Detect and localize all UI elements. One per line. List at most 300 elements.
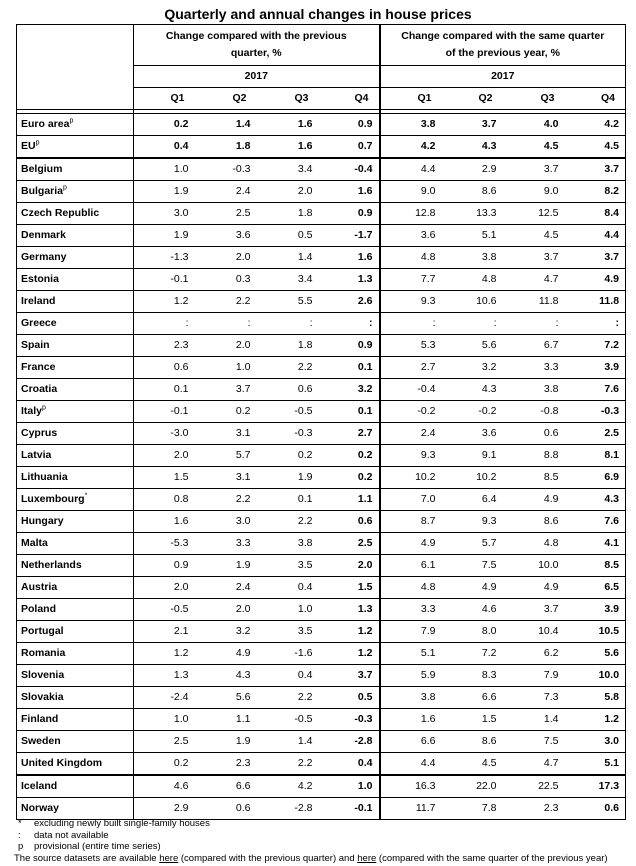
cell-yoy-q4: 6.9 — [565, 467, 626, 489]
cell-yoy-q1: 9.0 — [380, 181, 442, 203]
cell-qoq-q1: 3.0 — [134, 203, 195, 225]
country-name — [17, 269, 134, 291]
cell-qoq-q4: 1.2 — [319, 621, 380, 643]
cell-yoy-q3: 0.6 — [503, 423, 565, 445]
cell-qoq-q2: 2.0 — [195, 335, 257, 357]
cell-qoq-q1: -0.1 — [134, 401, 195, 423]
cell-qoq-q2: 3.1 — [195, 467, 257, 489]
cell-yoy-q1: 4.2 — [380, 136, 442, 159]
table-row — [17, 687, 626, 709]
cell-yoy-q2: 6.4 — [442, 489, 503, 511]
cell-yoy-q2: 2.9 — [442, 158, 503, 181]
cell-yoy-q1: 8.7 — [380, 511, 442, 533]
cell-yoy-q3: 1.4 — [503, 709, 565, 731]
cell-qoq-q1: -2.4 — [134, 687, 195, 709]
country-label: Latvia — [21, 449, 52, 461]
footnote-list — [18, 818, 608, 853]
table-row — [17, 313, 626, 335]
country-label: Poland — [21, 603, 57, 615]
cell-yoy-q3: 4.7 — [503, 753, 565, 776]
cell-yoy-q2: : — [442, 313, 503, 335]
cell-yoy-q4: 8.4 — [565, 203, 626, 225]
cell-qoq-q4: : — [319, 313, 380, 335]
table-row — [17, 577, 626, 599]
cell-qoq-q1: 1.9 — [134, 181, 195, 203]
cell-yoy-q3: 9.0 — [503, 181, 565, 203]
cell-qoq-q3: 0.4 — [257, 577, 319, 599]
cell-qoq-q2: 3.1 — [195, 423, 257, 445]
cell-qoq-q4: 0.9 — [319, 114, 380, 136]
country-label: Portugal — [21, 625, 64, 637]
country-label: Slovenia — [21, 669, 65, 681]
cell-qoq-q2: 2.3 — [195, 753, 257, 776]
cell-qoq-q3: 5.5 — [257, 291, 319, 313]
cell-qoq-q4: 0.5 — [319, 687, 380, 709]
table-row — [17, 775, 626, 798]
cell-qoq-q4: 1.5 — [319, 577, 380, 599]
cell-yoy-q4: 3.7 — [565, 247, 626, 269]
table-row — [17, 136, 626, 159]
header-quarter-yoy-q4: Q4 — [565, 88, 626, 110]
source-suffix: (compared with the same quarter of the previous year) — [376, 852, 608, 864]
cell-yoy-q4: 11.8 — [565, 291, 626, 313]
country-flag: p — [42, 404, 46, 412]
cell-qoq-q1: 0.1 — [134, 379, 195, 401]
cell-yoy-q3: 7.5 — [503, 731, 565, 753]
country-name — [17, 665, 134, 687]
cell-qoq-q1: -5.3 — [134, 533, 195, 555]
table-row — [17, 753, 626, 776]
cell-yoy-q2: 9.3 — [442, 511, 503, 533]
cell-qoq-q4: -0.1 — [319, 798, 380, 820]
cell-yoy-q4: 10.0 — [565, 665, 626, 687]
cell-qoq-q2: 5.7 — [195, 445, 257, 467]
cell-yoy-q4: 8.5 — [565, 555, 626, 577]
cell-qoq-q3: 2.0 — [257, 181, 319, 203]
country-label: Denmark — [21, 229, 66, 241]
cell-yoy-q1: 3.3 — [380, 599, 442, 621]
table-row — [17, 599, 626, 621]
cell-qoq-q3: 1.8 — [257, 335, 319, 357]
cell-qoq-q1: 2.0 — [134, 445, 195, 467]
cell-yoy-q2: 9.1 — [442, 445, 503, 467]
table-row — [17, 467, 626, 489]
cell-qoq-q4: 2.7 — [319, 423, 380, 445]
cell-qoq-q1: 1.2 — [134, 291, 195, 313]
page-title: Quarterly and annual changes in house prices — [164, 6, 472, 22]
cell-yoy-q3: 3.7 — [503, 599, 565, 621]
cell-qoq-q2: : — [195, 313, 257, 335]
cell-qoq-q3: 0.1 — [257, 489, 319, 511]
country-label: Sweden — [21, 735, 61, 747]
table-row — [17, 357, 626, 379]
country-name — [17, 247, 134, 269]
cell-yoy-q2: 22.0 — [442, 775, 503, 798]
table-row — [17, 114, 626, 136]
country-name — [17, 335, 134, 357]
cell-yoy-q2: 5.6 — [442, 335, 503, 357]
table-row — [17, 798, 626, 820]
cell-qoq-q2: 3.7 — [195, 379, 257, 401]
cell-yoy-q1: 2.7 — [380, 357, 442, 379]
cell-yoy-q2: 7.8 — [442, 798, 503, 820]
cell-yoy-q3: 4.0 — [503, 114, 565, 136]
cell-qoq-q1: -0.1 — [134, 269, 195, 291]
cell-yoy-q4: 3.9 — [565, 599, 626, 621]
cell-qoq-q2: 2.2 — [195, 291, 257, 313]
country-name — [17, 709, 134, 731]
cell-yoy-q3: 8.8 — [503, 445, 565, 467]
header-year-left: 2017 — [134, 66, 380, 88]
table-row — [17, 335, 626, 357]
cell-qoq-q2: 3.2 — [195, 621, 257, 643]
country-label: France — [21, 361, 56, 373]
cell-qoq-q3: 1.4 — [257, 247, 319, 269]
footnote-text: excluding newly built single-family houses — [34, 818, 210, 829]
cell-qoq-q1: -0.5 — [134, 599, 195, 621]
cell-yoy-q2: 13.3 — [442, 203, 503, 225]
country-name — [17, 753, 134, 776]
country-label: Finland — [21, 713, 59, 725]
cell-qoq-q2: 3.0 — [195, 511, 257, 533]
cell-yoy-q3: 4.5 — [503, 136, 565, 159]
cell-qoq-q4: 0.9 — [319, 335, 380, 357]
cell-yoy-q3: 12.5 — [503, 203, 565, 225]
country-label: Ireland — [21, 295, 56, 307]
cell-yoy-q4: : — [565, 313, 626, 335]
table-row — [17, 181, 626, 203]
cell-yoy-q1: 3.8 — [380, 114, 442, 136]
cell-qoq-q2: -0.3 — [195, 158, 257, 181]
header-group-previous-quarter: Change compared with the previous quarter, % — [134, 25, 380, 66]
cell-qoq-q3: 0.4 — [257, 665, 319, 687]
cell-yoy-q4: 7.6 — [565, 511, 626, 533]
country-label: Slovakia — [21, 691, 64, 703]
cell-qoq-q3: -0.5 — [257, 709, 319, 731]
cell-yoy-q1: 4.9 — [380, 533, 442, 555]
cell-qoq-q3: -1.6 — [257, 643, 319, 665]
source-prefix: The source datasets are available — [14, 852, 160, 864]
table-row — [17, 269, 626, 291]
cell-yoy-q3: 4.7 — [503, 269, 565, 291]
cell-qoq-q4: 1.1 — [319, 489, 380, 511]
cell-qoq-q1: -1.3 — [134, 247, 195, 269]
cell-yoy-q4: 4.2 — [565, 114, 626, 136]
cell-yoy-q1: 3.8 — [380, 687, 442, 709]
table-row — [17, 665, 626, 687]
cell-yoy-q3: 8.6 — [503, 511, 565, 533]
cell-yoy-q4: 17.3 — [565, 775, 626, 798]
country-name — [17, 643, 134, 665]
cell-yoy-q3: 4.9 — [503, 489, 565, 511]
cell-yoy-q2: 4.9 — [442, 577, 503, 599]
country-label: EU — [21, 140, 36, 152]
cell-yoy-q1: 4.8 — [380, 577, 442, 599]
cell-yoy-q1: 9.3 — [380, 445, 442, 467]
cell-qoq-q2: 1.9 — [195, 731, 257, 753]
country-name — [17, 401, 134, 423]
cell-qoq-q1: 0.2 — [134, 114, 195, 136]
header-corner — [17, 66, 134, 88]
country-label: Norway — [21, 802, 59, 814]
cell-qoq-q2: 0.3 — [195, 269, 257, 291]
cell-qoq-q2: 2.0 — [195, 599, 257, 621]
table-row — [17, 643, 626, 665]
table-row — [17, 489, 626, 511]
country-name — [17, 114, 134, 136]
header-quarter-yoy-q1: Q1 — [380, 88, 442, 110]
cell-yoy-q4: 5.6 — [565, 643, 626, 665]
country-label: Germany — [21, 251, 67, 263]
country-name — [17, 357, 134, 379]
cell-yoy-q3: 2.3 — [503, 798, 565, 820]
cell-yoy-q2: 3.7 — [442, 114, 503, 136]
country-flag: p — [69, 117, 74, 125]
cell-yoy-q2: 3.8 — [442, 247, 503, 269]
cell-yoy-q2: 3.6 — [442, 423, 503, 445]
cell-yoy-q4: 5.1 — [565, 753, 626, 776]
cell-yoy-q2: 4.3 — [442, 136, 503, 159]
cell-qoq-q3: 1.6 — [257, 136, 319, 159]
cell-qoq-q1: 1.0 — [134, 709, 195, 731]
cell-qoq-q3: 3.4 — [257, 158, 319, 181]
header-year-right: 2017 — [380, 66, 626, 88]
country-name — [17, 555, 134, 577]
table-row — [17, 511, 626, 533]
cell-yoy-q1: 5.3 — [380, 335, 442, 357]
cell-yoy-q4: 7.2 — [565, 335, 626, 357]
cell-yoy-q1: 10.2 — [380, 467, 442, 489]
source-link-previous-quarter[interactable]: here — [159, 852, 179, 864]
table-row — [17, 291, 626, 313]
cell-yoy-q4: 3.7 — [565, 158, 626, 181]
country-name — [17, 577, 134, 599]
cell-yoy-q2: 6.6 — [442, 687, 503, 709]
cell-yoy-q2: 1.5 — [442, 709, 503, 731]
table-row — [17, 445, 626, 467]
cell-yoy-q3: 10.0 — [503, 555, 565, 577]
country-label: Iceland — [21, 780, 58, 792]
table-row — [17, 379, 626, 401]
country-label: United Kingdom — [21, 757, 103, 769]
country-label: Hungary — [21, 515, 64, 527]
cell-yoy-q2: -0.2 — [442, 401, 503, 423]
cell-qoq-q4: -0.3 — [319, 709, 380, 731]
header-quarter-qoq-q4: Q4 — [319, 88, 380, 110]
cell-qoq-q4: 2.5 — [319, 533, 380, 555]
cell-yoy-q1: -0.4 — [380, 379, 442, 401]
cell-qoq-q4: 2.6 — [319, 291, 380, 313]
cell-qoq-q4: -1.7 — [319, 225, 380, 247]
country-label: Spain — [21, 339, 50, 351]
cell-yoy-q2: 10.6 — [442, 291, 503, 313]
cell-qoq-q4: 1.3 — [319, 599, 380, 621]
cell-qoq-q4: 0.1 — [319, 401, 380, 423]
cell-qoq-q2: 5.6 — [195, 687, 257, 709]
country-label: Romania — [21, 647, 66, 659]
cell-qoq-q3: 1.0 — [257, 599, 319, 621]
cell-qoq-q1: 2.0 — [134, 577, 195, 599]
cell-yoy-q1: 4.8 — [380, 247, 442, 269]
cell-qoq-q4: 0.1 — [319, 357, 380, 379]
cell-yoy-q4: 1.2 — [565, 709, 626, 731]
cell-yoy-q3: 8.5 — [503, 467, 565, 489]
cell-yoy-q2: 8.3 — [442, 665, 503, 687]
cell-yoy-q3: 6.7 — [503, 335, 565, 357]
footnote — [18, 841, 608, 853]
cell-yoy-q4: -0.3 — [565, 401, 626, 423]
cell-qoq-q3: -0.5 — [257, 401, 319, 423]
cell-yoy-q1: 16.3 — [380, 775, 442, 798]
cell-yoy-q1: 7.9 — [380, 621, 442, 643]
footnote-symbol: * — [18, 818, 22, 829]
cell-qoq-q1: : — [134, 313, 195, 335]
table-header — [17, 25, 626, 110]
footnote-text: provisional (entire time series) — [34, 841, 161, 852]
country-name — [17, 489, 134, 511]
table-row — [17, 555, 626, 577]
cell-yoy-q1: 2.4 — [380, 423, 442, 445]
country-label: Euro area — [21, 118, 70, 130]
cell-qoq-q3: : — [257, 313, 319, 335]
cell-yoy-q1: 1.6 — [380, 709, 442, 731]
cell-yoy-q2: 8.6 — [442, 731, 503, 753]
country-label: Cyprus — [21, 427, 58, 439]
cell-qoq-q4: 2.0 — [319, 555, 380, 577]
country-label: Estonia — [21, 273, 59, 285]
source-link-previous-year[interactable]: here — [357, 852, 377, 864]
cell-yoy-q3: 3.3 — [503, 357, 565, 379]
cell-qoq-q4: 1.3 — [319, 269, 380, 291]
header-quarter-qoq-q1: Q1 — [134, 88, 195, 110]
country-label: Netherlands — [21, 559, 82, 571]
country-name — [17, 687, 134, 709]
cell-qoq-q3: 2.2 — [257, 357, 319, 379]
cell-yoy-q1: : — [380, 313, 442, 335]
cell-yoy-q1: 4.4 — [380, 753, 442, 776]
cell-qoq-q3: 3.5 — [257, 621, 319, 643]
cell-qoq-q4: 0.4 — [319, 753, 380, 776]
cell-qoq-q3: 0.6 — [257, 379, 319, 401]
country-name — [17, 599, 134, 621]
cell-qoq-q2: 3.6 — [195, 225, 257, 247]
cell-yoy-q1: 12.8 — [380, 203, 442, 225]
country-label: Belgium — [21, 163, 63, 175]
cell-yoy-q2: 8.6 — [442, 181, 503, 203]
cell-yoy-q4: 3.0 — [565, 731, 626, 753]
cell-qoq-q2: 1.9 — [195, 555, 257, 577]
cell-qoq-q2: 1.4 — [195, 114, 257, 136]
table-body — [17, 110, 626, 820]
cell-qoq-q2: 4.3 — [195, 665, 257, 687]
cell-qoq-q4: 1.2 — [319, 643, 380, 665]
footnote-symbol: : — [18, 829, 21, 841]
country-label: Italy — [21, 405, 43, 417]
cell-yoy-q4: 4.3 — [565, 489, 626, 511]
table-row — [17, 158, 626, 181]
cell-yoy-q4: 4.4 — [565, 225, 626, 247]
cell-qoq-q4: 3.7 — [319, 665, 380, 687]
cell-qoq-q3: 3.8 — [257, 533, 319, 555]
cell-qoq-q4: 0.7 — [319, 136, 380, 159]
source-note — [14, 853, 608, 865]
cell-yoy-q3: 7.9 — [503, 665, 565, 687]
country-name — [17, 445, 134, 467]
cell-qoq-q1: 0.6 — [134, 357, 195, 379]
cell-qoq-q1: 0.4 — [134, 136, 195, 159]
country-name — [17, 467, 134, 489]
cell-yoy-q2: 7.2 — [442, 643, 503, 665]
cell-yoy-q3: 10.4 — [503, 621, 565, 643]
cell-yoy-q1: 3.6 — [380, 225, 442, 247]
cell-yoy-q3: 4.5 — [503, 225, 565, 247]
cell-yoy-q2: 4.6 — [442, 599, 503, 621]
cell-yoy-q4: 5.8 — [565, 687, 626, 709]
cell-yoy-q1: 6.6 — [380, 731, 442, 753]
cell-yoy-q1: -0.2 — [380, 401, 442, 423]
country-name — [17, 379, 134, 401]
header-corner — [17, 88, 134, 110]
cell-yoy-q1: 4.4 — [380, 158, 442, 181]
cell-yoy-q3: 4.9 — [503, 577, 565, 599]
cell-yoy-q3: 3.7 — [503, 158, 565, 181]
country-name — [17, 181, 134, 203]
cell-qoq-q2: 0.2 — [195, 401, 257, 423]
cell-qoq-q3: -0.3 — [257, 423, 319, 445]
footnotes — [14, 818, 608, 864]
cell-qoq-q1: 2.3 — [134, 335, 195, 357]
cell-yoy-q3: 4.8 — [503, 533, 565, 555]
cell-yoy-q3: 6.2 — [503, 643, 565, 665]
cell-yoy-q3: : — [503, 313, 565, 335]
cell-qoq-q1: 1.6 — [134, 511, 195, 533]
header-quarter-qoq-q2: Q2 — [195, 88, 257, 110]
cell-qoq-q1: 2.9 — [134, 798, 195, 820]
country-name — [17, 731, 134, 753]
cell-yoy-q4: 8.1 — [565, 445, 626, 467]
cell-qoq-q1: 4.6 — [134, 775, 195, 798]
cell-qoq-q3: 2.2 — [257, 753, 319, 776]
cell-yoy-q4: 3.9 — [565, 357, 626, 379]
country-label: Austria — [21, 581, 58, 593]
footnote — [18, 818, 608, 830]
house-prices-table — [16, 24, 626, 820]
cell-qoq-q1: 0.9 — [134, 555, 195, 577]
cell-yoy-q4: 8.2 — [565, 181, 626, 203]
table-row — [17, 731, 626, 753]
country-label: Luxembourg — [21, 493, 85, 505]
cell-qoq-q3: 1.9 — [257, 467, 319, 489]
cell-yoy-q2: 4.5 — [442, 753, 503, 776]
cell-qoq-q2: 2.5 — [195, 203, 257, 225]
country-flag: p — [35, 139, 40, 147]
cell-yoy-q2: 7.5 — [442, 555, 503, 577]
cell-qoq-q3: 1.6 — [257, 114, 319, 136]
footnote-symbol: p — [18, 841, 24, 852]
cell-qoq-q2: 2.0 — [195, 247, 257, 269]
cell-qoq-q3: 3.5 — [257, 555, 319, 577]
header-quarter-yoy-q3: Q3 — [503, 88, 565, 110]
cell-yoy-q1: 5.1 — [380, 643, 442, 665]
cell-yoy-q3: 22.5 — [503, 775, 565, 798]
header-quarter-yoy-q2: Q2 — [442, 88, 503, 110]
cell-yoy-q1: 7.0 — [380, 489, 442, 511]
table-row — [17, 401, 626, 423]
cell-yoy-q4: 10.5 — [565, 621, 626, 643]
cell-qoq-q3: 4.2 — [257, 775, 319, 798]
footnote — [18, 830, 608, 842]
cell-yoy-q1: 9.3 — [380, 291, 442, 313]
